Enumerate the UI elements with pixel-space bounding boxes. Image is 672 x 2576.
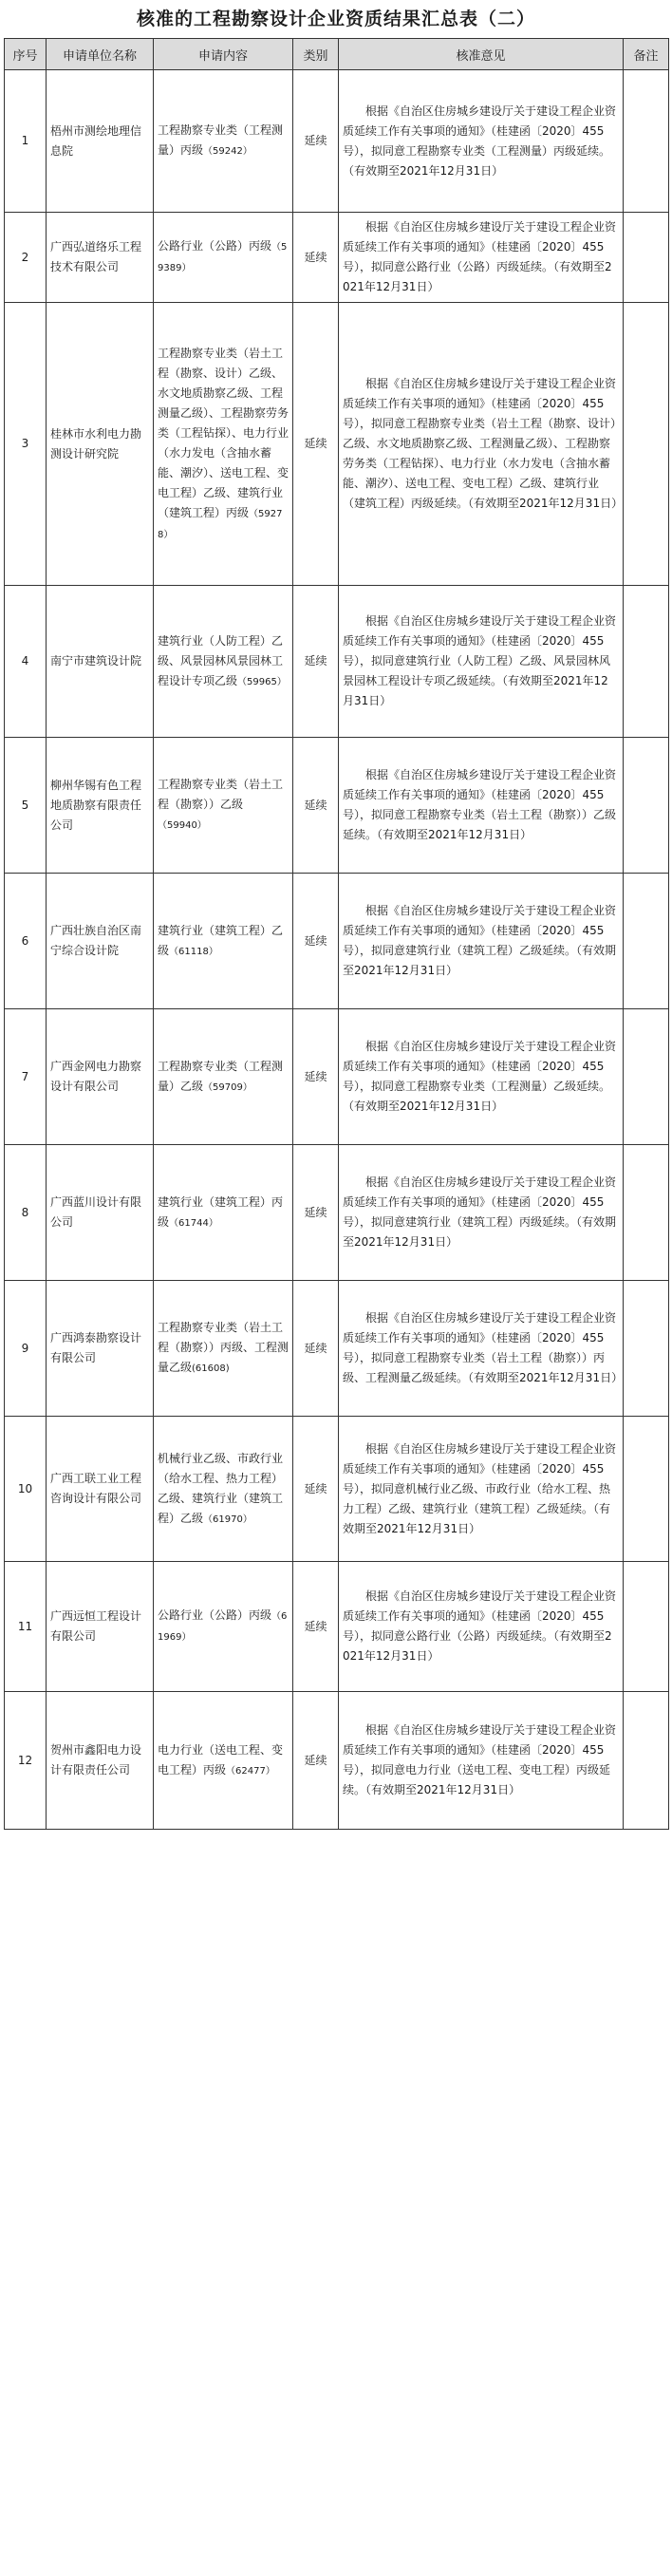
row-number: 4: [5, 586, 47, 738]
remark-cell: [624, 213, 669, 303]
row-number: 6: [5, 874, 47, 1009]
application-content: [154, 1562, 293, 1692]
remark-cell: [624, 738, 669, 874]
table-row: [5, 303, 669, 586]
applicant-name: 广西工联工业工程咨询设计有限公司: [47, 1417, 154, 1562]
table-row: [5, 1417, 669, 1562]
application-content: [154, 1417, 293, 1562]
application-content: [154, 738, 293, 874]
applicant-name: 柳州华锡有色工程地质勘察有限责任公司: [47, 738, 154, 874]
applicant-name: 广西蓝川设计有限公司: [47, 1145, 154, 1281]
row-number: 5: [5, 738, 47, 874]
header-opinion: 核准意见: [339, 39, 624, 70]
content-text: 工程勘察专业类（岩土工程（勘察））丙级、工程测量乙级: [158, 1321, 289, 1374]
remark-cell: [624, 1009, 669, 1145]
content-code: （61118）: [169, 946, 218, 957]
applicant-name: 广西弘道络乐工程技术有限公司: [47, 213, 154, 303]
approval-opinion: 根据《自治区住房城乡建设厅关于建设工程企业资质延续工作有关事项的通知》（桂建函〔2020〕455号），拟同意建筑行业（人防工程）乙级、风景园林风景园林工程设计专项乙级延续。（有效期至2021年12月31日）: [339, 586, 624, 738]
approval-opinion: 根据《自治区住房城乡建设厅关于建设工程企业资质延续工作有关事项的通知》（桂建函〔2020〕455号），拟同意机械行业乙级、市政行业（给水工程、热力工程）乙级、建筑行业（建筑工程）乙级延续。（有效期至2021年12月31日）: [339, 1417, 624, 1562]
header-org: 申请单位名称: [47, 39, 154, 70]
row-number: 10: [5, 1417, 47, 1562]
applicant-name: 贺州市鑫阳电力设计有限责任公司: [47, 1692, 154, 1830]
approval-opinion: 根据《自治区住房城乡建设厅关于建设工程企业资质延续工作有关事项的通知》（桂建函〔2020〕455号），拟同意工程勘察专业类（岩土工程（勘察））乙级延续。（有效期至2021年12月31日）: [339, 738, 624, 874]
category-value: 延续: [293, 1009, 339, 1145]
content-code: (61608): [192, 1363, 230, 1374]
approval-opinion: 根据《自治区住房城乡建设厅关于建设工程企业资质延续工作有关事项的通知》（桂建函〔2020〕455号），拟同意公路行业（公路）丙级延续。（有效期至2021年12月31日）: [339, 1562, 624, 1692]
row-number: 7: [5, 1009, 47, 1145]
header-type: 类别: [293, 39, 339, 70]
approval-opinion: 根据《自治区住房城乡建设厅关于建设工程企业资质延续工作有关事项的通知》（桂建函〔2020〕455号），拟同意电力行业（送电工程、变电工程）丙级延续。（有效期至2021年12月31日）: [339, 1692, 624, 1830]
remark-cell: [624, 70, 669, 213]
application-content: [154, 874, 293, 1009]
table-row: [5, 738, 669, 874]
header-remark: 备注: [624, 39, 669, 70]
content-code: （59940）: [158, 820, 207, 831]
content-text: 工程勘察专业类（工程测量）丙级: [158, 123, 284, 157]
content-code: （59389）: [158, 242, 288, 273]
remark-cell: [624, 1417, 669, 1562]
remark-cell: [624, 1281, 669, 1417]
application-content: [154, 213, 293, 303]
content-text: 机械行业乙级、市政行业（给水工程、热力工程）乙级、建筑行业（建筑工程）乙级: [158, 1451, 284, 1525]
row-number: 8: [5, 1145, 47, 1281]
content-code: （59278）: [158, 508, 283, 540]
category-value: 延续: [293, 738, 339, 874]
content-text: 公路行业（公路）丙级: [158, 1608, 272, 1622]
category-value: 延续: [293, 1562, 339, 1692]
table-row: [5, 70, 669, 213]
applicant-name: 广西鸿泰勘察设计有限公司: [47, 1281, 154, 1417]
applicant-name: 桂林市水利电力勘测设计研究院: [47, 303, 154, 586]
approval-opinion: 根据《自治区住房城乡建设厅关于建设工程企业资质延续工作有关事项的通知》（桂建函〔2020〕455号），拟同意建筑行业（建筑工程）乙级延续。（有效期至2021年12月31日）: [339, 874, 624, 1009]
row-number: 2: [5, 213, 47, 303]
content-code: （61744）: [169, 1217, 218, 1229]
category-value: 延续: [293, 70, 339, 213]
applicant-name: 广西壮族自治区南宁综合设计院: [47, 874, 154, 1009]
document-title: 核准的工程勘察设计企业资质结果汇总表（二）: [136, 9, 535, 29]
content-code: （62477）: [226, 1765, 275, 1777]
content-text: 电力行业（送电工程、变电工程）丙级: [158, 1742, 284, 1777]
qualification-table: [4, 38, 669, 1830]
remark-cell: [624, 303, 669, 586]
application-content: [154, 1145, 293, 1281]
applicant-name: 广西金网电力勘察设计有限公司: [47, 1009, 154, 1145]
remark-cell: [624, 586, 669, 738]
row-number: 3: [5, 303, 47, 586]
category-value: 延续: [293, 1281, 339, 1417]
table-row: [5, 1281, 669, 1417]
table-row: [5, 1692, 669, 1830]
applicant-name: 梧州市测绘地理信息院: [47, 70, 154, 213]
content-code: （59709）: [203, 1081, 252, 1093]
category-value: 延续: [293, 303, 339, 586]
approval-opinion: 根据《自治区住房城乡建设厅关于建设工程企业资质延续工作有关事项的通知》（桂建函〔2020〕455号），拟同意工程勘察专业类（工程测量）丙级延续。（有效期至2021年12月31日）: [339, 70, 624, 213]
content-code: （59242）: [203, 146, 252, 157]
application-content: [154, 586, 293, 738]
application-content: [154, 1009, 293, 1145]
table-row: [5, 1562, 669, 1692]
table-row: [5, 1009, 669, 1145]
content-text: 建筑行业（人防工程）乙级、风景园林风景园林工程设计专项乙级: [158, 633, 284, 687]
content-text: 建筑行业（建筑工程）乙级: [158, 923, 284, 957]
content-code: （61970）: [203, 1514, 252, 1525]
applicant-name: 广西远恒工程设计有限公司: [47, 1562, 154, 1692]
content-text: 建筑行业（建筑工程）丙级: [158, 1194, 284, 1229]
category-value: 延续: [293, 874, 339, 1009]
category-value: 延续: [293, 1692, 339, 1830]
category-value: 延续: [293, 586, 339, 738]
header-content: 申请内容: [154, 39, 293, 70]
row-number: 12: [5, 1692, 47, 1830]
application-content: [154, 303, 293, 586]
table-row: [5, 874, 669, 1009]
application-content: [154, 1281, 293, 1417]
approval-opinion: 根据《自治区住房城乡建设厅关于建设工程企业资质延续工作有关事项的通知》（桂建函〔2020〕455号），拟同意工程勘察专业类（岩土工程（勘察））丙级、工程测量乙级延续。（有效期至2021年12月31日）: [339, 1281, 624, 1417]
approval-opinion: 根据《自治区住房城乡建设厅关于建设工程企业资质延续工作有关事项的通知》（桂建函〔2020〕455号），拟同意工程勘察专业类（岩土工程（勘察、设计）乙级、水文地质勘察乙级、工程测量乙级）、工程勘察劳务类（工程钻探）、电力行业（水力发电（含抽水蓄能、潮汐）、送电工程、变电工程）乙级、建筑行业（建筑工程）丙级延续。（有效期至2021年12月31日）: [339, 303, 624, 586]
row-number: 9: [5, 1281, 47, 1417]
table-header-row: [5, 39, 669, 70]
content-code: （61969）: [158, 1611, 288, 1643]
application-content: [154, 1692, 293, 1830]
category-value: 延续: [293, 213, 339, 303]
content-code: （59965）: [237, 676, 287, 687]
content-text: 公路行业（公路）丙级: [158, 239, 272, 253]
category-value: 延续: [293, 1417, 339, 1562]
remark-cell: [624, 1562, 669, 1692]
content-text: 工程勘察专业类（工程测量）乙级: [158, 1059, 284, 1093]
application-content: [154, 70, 293, 213]
remark-cell: [624, 1692, 669, 1830]
remark-cell: [624, 1145, 669, 1281]
content-text: 工程勘察专业类（岩土工程（勘察、设计）乙级、水文地质勘察乙级、工程测量乙级）、工程勘察劳务类（工程钻探）、电力行业（水力发电（含抽水蓄能、潮汐）、送电工程、变电工程）乙级、建筑行业（建筑工程）丙级: [158, 346, 289, 519]
table-row: [5, 213, 669, 303]
category-value: 延续: [293, 1145, 339, 1281]
table-body: [5, 70, 669, 1830]
row-number: 11: [5, 1562, 47, 1692]
content-text: 工程勘察专业类（岩土工程（勘察））乙级: [158, 778, 284, 811]
approval-opinion: 根据《自治区住房城乡建设厅关于建设工程企业资质延续工作有关事项的通知》（桂建函〔2020〕455号），拟同意工程勘察专业类（工程测量）乙级延续。（有效期至2021年12月31日）: [339, 1009, 624, 1145]
remark-cell: [624, 874, 669, 1009]
table-row: [5, 1145, 669, 1281]
approval-opinion: 根据《自治区住房城乡建设厅关于建设工程企业资质延续工作有关事项的通知》（桂建函〔2020〕455号），拟同意公路行业（公路）丙级延续。（有效期至2021年12月31日）: [339, 213, 624, 303]
table-row: [5, 586, 669, 738]
header-no: 序号: [5, 39, 47, 70]
row-number: 1: [5, 70, 47, 213]
approval-opinion: 根据《自治区住房城乡建设厅关于建设工程企业资质延续工作有关事项的通知》（桂建函〔2020〕455号），拟同意建筑行业（建筑工程）丙级延续。（有效期至2021年12月31日）: [339, 1145, 624, 1281]
applicant-name: 南宁市建筑设计院: [47, 586, 154, 738]
